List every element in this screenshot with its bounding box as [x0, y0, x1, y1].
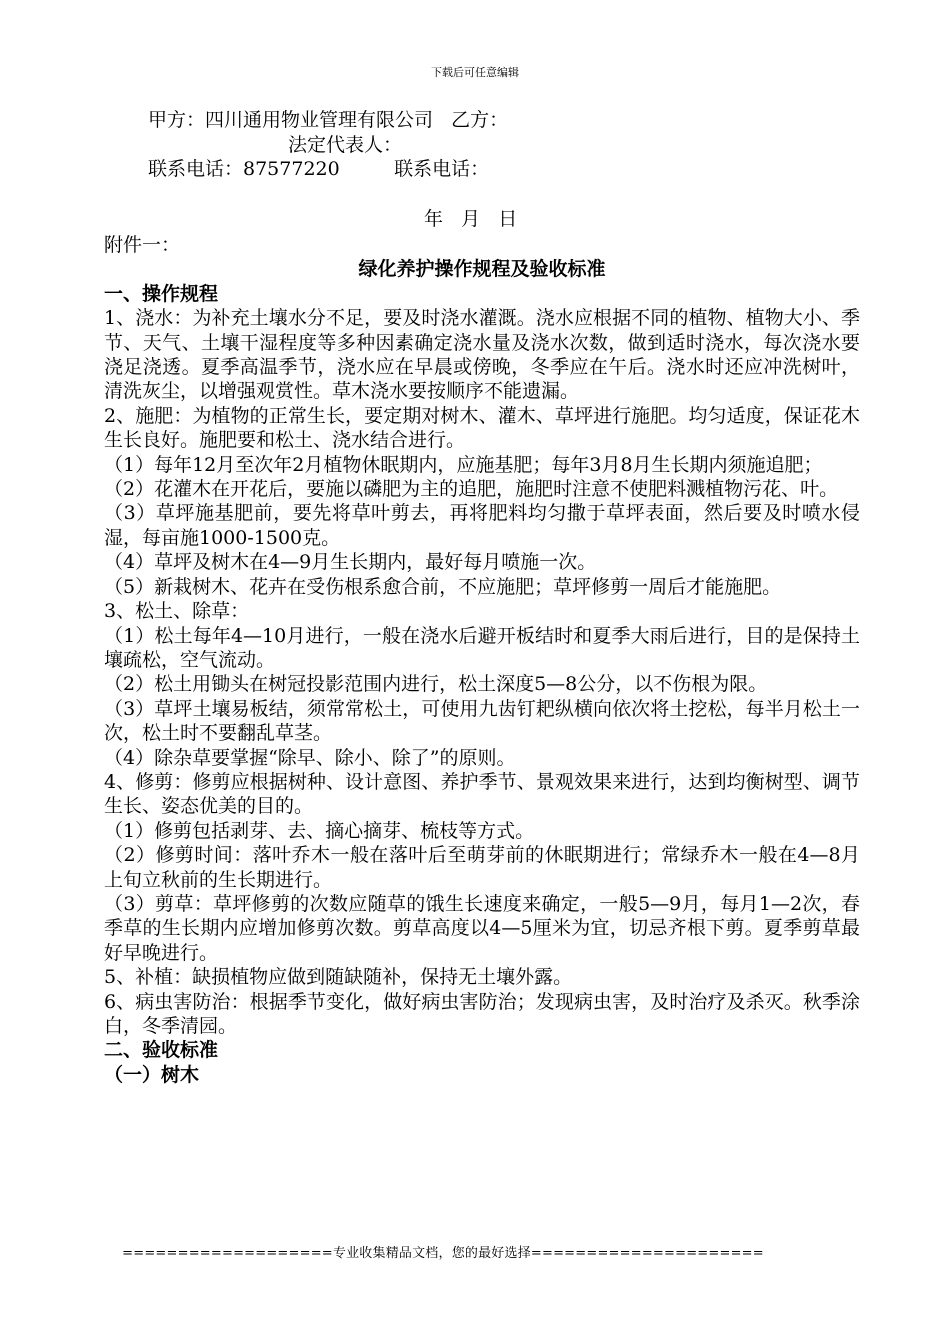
document-title: 绿化养护操作规程及验收标准 — [358, 258, 606, 281]
paragraph-watering: 1、浇水：为补充土壤水分不足，要及时浇水灌溉。浇水应根据不同的植物、植物大小、季节、天气、土壤干湿程度等多种因素确定浇水量及浇水次数，做到适时浇水，每次浇水要浇足浇透。夏季高温季节，浇水应在早晨或傍晚，冬季应在午后。浇水时还应冲洗树叶，清洗灰尘，以增强观赏性。草木浇水要按顺序不能遗漏。 — [104, 307, 860, 403]
paragraph-fertilizing-3: （3）草坪施基肥前，要先将草叶剪去，再将肥料均匀撒于草坪表面，然后要及时喷水侵湿，每亩施1000-1500克。 — [104, 502, 860, 549]
paragraph-pruning-2: （2）修剪时间：落叶乔木一般在落叶后至萌芽前的休眠期进行；常绿乔木一般在4—8月上旬立秋前的生长期进行。 — [104, 844, 860, 891]
contact-phone-line: 联系电话：87577220 联系电话： — [148, 158, 490, 180]
paragraph-loosening-3: （3）草坪土壤易板结，须常常松土，可使用九齿钉耙纵横向依次将土挖松，每半月松土一次，松土时不要翻乱草茎。 — [104, 697, 860, 745]
page-footer-note: ===================专业收集精品文档，您的最好选择===================== — [122, 1246, 764, 1261]
paragraph-fertilizing-5: （5）新栽树木、花卉在受伤根系愈合前，不应施肥；草坪修剪一周后才能施肥。 — [104, 575, 782, 598]
paragraph-loosening: 3、松土、除草： — [104, 600, 250, 623]
document-body — [104, 233, 860, 1087]
page-header-note: 下载后可任意编辑 — [431, 66, 519, 79]
paragraph-pest-control: 6、病虫害防治：根据季节变化，做好病虫害防治；发现病虫害，及时治疗及杀灭。秋季涂白，冬季清园。 — [104, 990, 860, 1037]
paragraph-loosening-4: （4）除杂草要掌握“除早、除小、除了”的原则。 — [104, 746, 516, 769]
paragraph-pruning-1: （1）修剪包括剥芽、去、摘心摘芽、梳枝等方式。 — [104, 819, 535, 842]
paragraph-fertilizing-2: （2）花灌木在开花后，要施以磷肥为主的追肥，施肥时注意不使肥料溅植物污花、叶。 — [104, 478, 839, 501]
paragraph-loosening-2: （2）松土用锄头在树冠投影范围内进行，松土深度5—8公分，以不伤根为限。 — [104, 673, 768, 696]
paragraph-pruning: 4、修剪：修剪应根据树种、设计意图、养护季节、景观效果来进行，达到均衡树型、调节生长、姿态优美的目的。 — [104, 770, 860, 818]
paragraph-fertilizing: 2、施肥：为植物的正常生长，要定期对树木、灌木、草坪进行施肥。均匀适度，保证花木生长良好。施肥要和松土、浇水结合进行。 — [104, 404, 860, 452]
party-a-line: 甲方：四川通用物业管理有限公司 乙方： — [148, 109, 509, 131]
paragraph-loosening-1: （1）松土每年4—10月进行，一般在浇水后避开板结时和夏季大雨后进行，目的是保持土壤疏松，空气流动。 — [104, 624, 860, 671]
section-heading-operation: 一、操作规程 — [104, 282, 219, 305]
date-line: 年 月 日 — [424, 208, 518, 230]
paragraph-fertilizing-4: （4）草坪及树木在4—9月生长期内，最好每月喷施一次。 — [104, 551, 597, 574]
paragraph-pruning-3: （3）剪草：草坪修剪的次数应随草的饿生长速度来确定，一般5—9月，每月1—2次，春季草的生长期内应增加修剪次数。剪草高度以4—5厘米为宜，切忌齐根下剪。夏季剪草最好早晚进行。 — [104, 892, 860, 964]
subsection-heading-trees: （一）树木 — [104, 1063, 200, 1086]
attachment-label: 附件一： — [104, 234, 181, 256]
section-heading-acceptance: 二、验收标准 — [104, 1039, 219, 1062]
legal-representative-line: 法定代表人： — [288, 134, 403, 156]
paragraph-replanting: 5、补植：缺损植物应做到随缺随补，保持无土壤外露。 — [104, 966, 573, 989]
paragraph-fertilizing-1: （1）每年12月至次年2月植物休眠期内，应施基肥；每年3月8月生长期内须施追肥； — [104, 453, 823, 476]
